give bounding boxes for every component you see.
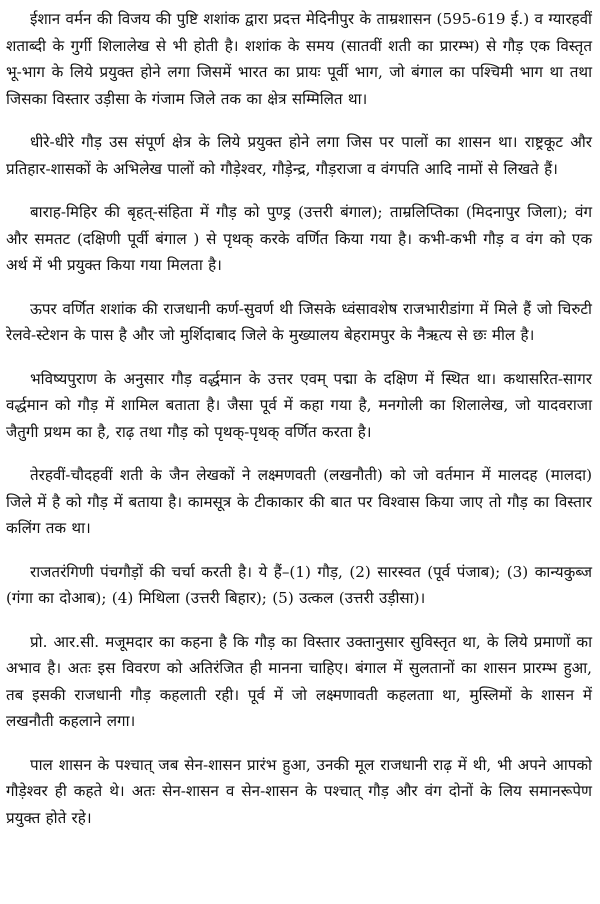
paragraph-7: राजतरंगिणी पंचगौड़ों की चर्चा करती है। ये हैं–(1) गौड़, (2) सारस्वत (पूर्व पंजाब); (3) कान्यकुब्ज (गंगा का दोआब); (4) मिथिला (उत्तरी बिहार); (5) उत्कल (उत्तरी उड़ीसा)।	[6, 562, 592, 607]
paragraph-1: ईशान वर्मन की विजय की पुष्टि शशांक द्वारा प्रदत्त मेदिनीपुर के ताम्रशासन (595-619 ई.) व ग्यारहवीं शताब्दी के गुर्गी शिलालेख से भी होती है। शशांक के समय (सातवीं शती का प्रारम्भ) से गौड़ एक विस्तृत भू-भाग के लिये प्रयुक्त होने लगा जिसमें भारत का प्रायः पूर्वी भाग, जो बंगाल का पश्चिमी भाग था तथा जिसका विस्तार उड़ीसा के गंजाम जिले तक का क्षेत्र सम्मिलित था।	[6, 10, 592, 108]
paragraph-9: पाल शासन के पश्चात् जब सेन-शासन प्रारंभ हुआ, उनकी मूल राजधानी राढ़ में थी, भी अपने आपको गौड़ेश्वर ही कहते थे। अतः सेन-शासन व सेन-शासन के पश्चात् गौड़ और वंग दोनों के लिय समानरूपेण प्रयुक्त होते रहे।	[6, 755, 592, 827]
paragraph-4: ऊपर वर्णित शशांक की राजधानी कर्ण-सुवर्ण थी जिसके ध्वंसावशेष राजभारीडांगा में मिले हैं जो चिरुटी रेलवे-स्टेशन के पास है और जो मुर्शिदाबाद जिले के मुख्यालय बेहरामपुर के नैऋत्य से छः मील है।	[6, 299, 592, 344]
document-page	[6, 6, 592, 848]
paragraph-2: धीरे-धीरे गौड़ उस संपूर्ण क्षेत्र के लिये प्रयुक्त होने लगा जिस पर पालों का शासन था। राष्ट्रकूट और प्रतिहार-शासकों के अभिलेख पालों को गौड़ेश्वर, गौड़ेन्द्र, गौड़राजा व वंगपति आदि नामों से लिखते हैं।	[6, 133, 592, 178]
paragraph-6: तेरहवीं-चौदहवीं शती के जैन लेखकों ने लक्ष्मणवती (लखनौती) को जो वर्तमान में मालदह (मालदा) जिले में है को गौड़ में बताया है। कामसूत्र के टीकाकार की बात पर विश्वास किया जाए तो गौड़ का विस्तार कलिंग तक था।	[6, 466, 592, 537]
paragraph-3: बाराह-मिहिर की बृहत्-संहिता में गौड़ को पुण्ड्र (उत्तरी बंगाल); ताम्रलिप्तिका (मिदनापुर जिला); वंग और समतट (दक्षिणी पूर्वी बंगाल ) से पृथक् करके वर्णित किया गया है। कभी-कभी गौड़ व वंग को एक अर्थ में भी प्रयुक्त किया गया मिलता है।	[6, 203, 592, 274]
paragraph-8: प्रो. आर.सी. मजूमदार का कहना है कि गौड़ का विस्तार उक्तानुसार सुविस्तृत था, के लिये प्रमाणों का अभाव है। अतः इस विवरण को अतिरंजित ही मानना चाहिए। बंगाल में सुलतानों का शासन प्रारम्भ हुआ, तब इसकी राजधानी गौड़ कहलाती रही। पूर्व में जो लक्ष्मणावती कहलताा था, मुस्लिमों के शासन में लखनौती कहलाने लगा।	[6, 632, 592, 730]
paragraph-5: भविष्यपुराण के अनुसार गौड़ वर्द्धमान के उत्तर एवम् पद्मा के दक्षिण में स्थित था। कथासरित-सागर वर्द्धमान को गौड़ में शामिल बताता है। जैसा पूर्व में कहा गया है, मनगोली का शिलालेख, जो यादवराजा जैतुगी प्रथम का है, राढ़ तथा गौड़ को पृथक्-पृथक् वर्णित करता है।	[6, 369, 592, 441]
